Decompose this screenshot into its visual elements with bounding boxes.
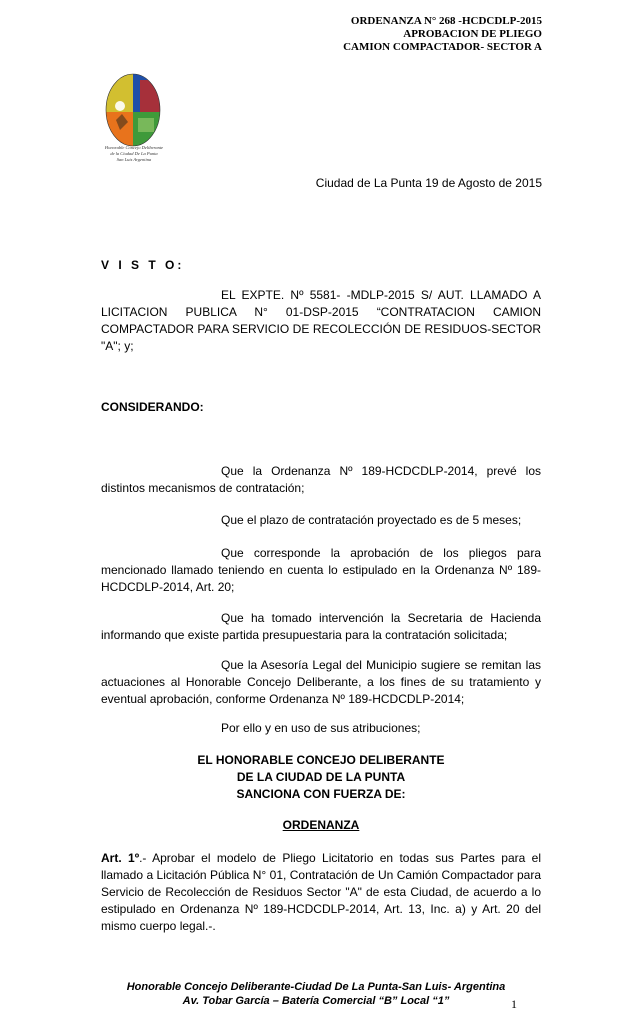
logo-caption-line: de la Ciudad De La Punta — [110, 151, 158, 156]
enactment-line: DE LA CIUDAD DE LA PUNTA — [236, 770, 406, 784]
document-footer — [101, 980, 531, 1008]
considerando-paragraph: Que ha tomado intervención la Secretaria de Hacienda informando que existe partida presupuestaria para la contratación solicitada; — [101, 611, 541, 642]
considerando-paragraph: Por ello y en uso de sus atribuciones; — [221, 721, 421, 735]
document-header — [343, 15, 542, 54]
council-logo — [100, 72, 166, 148]
considerando-paragraph: Que la Asesoría Legal del Municipio sugiere se remitan las actuaciones al Honorable Concejo Deliberante, a los fines de su tratamiento y eventual aprobación, conforme Ordenanza Nº 189-HCDCDLP-2014; — [101, 658, 541, 706]
article-1-label: Art. 1º — [101, 851, 140, 865]
header-sector: CAMION COMPACTADOR- SECTOR A — [343, 41, 542, 53]
enactment-line: SANCIONA CON FUERZA DE: — [236, 787, 406, 801]
enactment-line: EL HONORABLE CONCEJO DELIBERANTE — [197, 753, 445, 767]
document-date: Ciudad de La Punta 19 de Agosto de 2015 — [315, 176, 542, 190]
visto-text: EL EXPTE. Nº 5581- -MDLP-2015 S/ AUT. LLAMADO A LICITACION PUBLICA N° 01-DSP-2015 “CONTRATACION CAMION COMPACTADOR PARA SERVICIO DE RECOLECCIÓN DE RESIDUOS-SECTOR "A"; y; — [101, 288, 541, 353]
header-subject: APROBACION DE PLIEGO — [403, 28, 542, 40]
considerando-paragraph: Que corresponde la aprobación de los pliegos para mencionado llamado teniendo en cuenta lo estipulado en la Ordenanza Nº 189-HCDCDLP-2014, Art. 20; — [101, 546, 541, 594]
visto-heading: V I S T O: — [101, 258, 185, 272]
article-1 — [101, 850, 541, 935]
enactment-formula — [101, 752, 541, 803]
page-number: 1 — [511, 997, 517, 1011]
logo-caption — [94, 145, 174, 163]
considerando-heading: CONSIDERANDO: — [101, 400, 204, 414]
footer-institution: Honorable Concejo Deliberante-Ciudad De La Punta-San Luis- Argentina — [126, 981, 506, 993]
footer-address: Av. Tobar García – Batería Comercial “B” Local “1” — [182, 995, 450, 1007]
council-emblem-icon — [100, 72, 166, 148]
article-1-text: .- Aprobar el modelo de Pliego Licitatorio en todas sus Partes para el llamado a Licitación Pública N° 01, Contratación de Un Camión Compactador para Servicio de Recolección de Residuos Sector "A" de esta Ciudad, de acuerdo a lo estipulado en Ordenanza Nº 189-HCDCDLP-2014, Art. 13, Inc. a) y Art. 20 del mismo cuerpo legal.-. — [101, 851, 541, 933]
logo-caption-line: Honorable Concejo Deliberante — [104, 145, 164, 150]
considerando-paragraph: Que la Ordenanza Nº 189-HCDCDLP-2014, prevé los distintos mecanismos de contratación; — [101, 464, 541, 495]
header-ordinance-number: ORDENANZA N° 268 -HCDCDLP-2015 — [350, 15, 542, 27]
considerando-paragraph: Que el plazo de contratación proyectado es de 5 meses; — [221, 513, 522, 527]
logo-caption-line: San Luis Argentina — [116, 157, 152, 162]
ordinance-title: ORDENANZA — [282, 818, 360, 832]
